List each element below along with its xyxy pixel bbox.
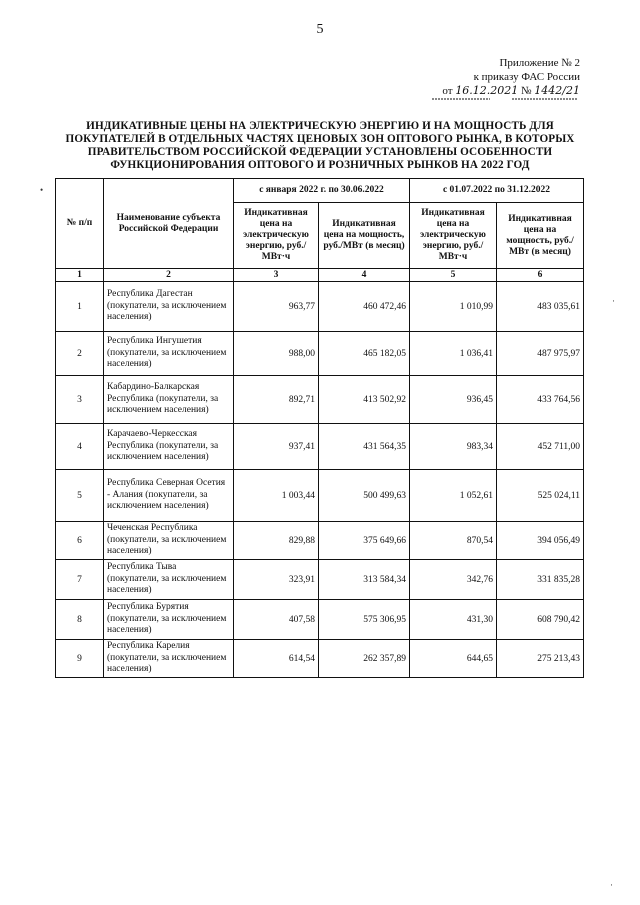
column-header-power-price-2: Индикативная цена на мощность, руб./МВт (в месяц) — [497, 203, 584, 269]
price-table — [55, 178, 584, 678]
power-price-h2: 394 056,49 — [497, 522, 584, 560]
period-header-first-half: с января 2022 г. по 30.06.2022 — [234, 179, 410, 203]
energy-price-h2: 870,54 — [410, 522, 497, 560]
row-index: 4 — [56, 424, 104, 470]
energy-price-h1: 829,88 — [234, 522, 319, 560]
energy-price-h1: 963,77 — [234, 282, 319, 332]
number-sign: № — [521, 85, 532, 97]
energy-price-h2: 1 052,61 — [410, 470, 497, 522]
region-name: Республика Бурятия (покупатели, за исключением населения) — [104, 600, 234, 640]
energy-price-h2: 644,65 — [410, 640, 497, 678]
column-header-energy-price-1: Индикативная цена на электрическую энергию, руб./МВт·ч — [234, 203, 319, 269]
row-index: 3 — [56, 376, 104, 424]
energy-price-h1: 937,41 — [234, 424, 319, 470]
region-name: Чеченская Республика (покупатели, за исключением населения) — [104, 522, 234, 560]
power-price-h2: 608 790,42 — [497, 600, 584, 640]
row-index: 5 — [56, 470, 104, 522]
scan-dot: · — [612, 296, 615, 306]
region-name: Республика Дагестан (покупатели, за исключением населения) — [104, 282, 234, 332]
row-index: 9 — [56, 640, 104, 678]
power-price-h1: 313 584,34 — [319, 560, 410, 600]
energy-price-h1: 614,54 — [234, 640, 319, 678]
column-header-index: № п/п — [56, 179, 104, 269]
power-price-h1: 413 502,92 — [319, 376, 410, 424]
power-price-h2: 525 024,11 — [497, 470, 584, 522]
column-number-row — [56, 269, 584, 282]
column-header-power-price-1: Индикативная цена на мощность, руб./МВт (в месяц) — [319, 203, 410, 269]
energy-price-h2: 431,30 — [410, 600, 497, 640]
table-row — [56, 522, 584, 560]
column-header-energy-price-2: Индикативная цена на электрическую энергию, руб./МВт·ч — [410, 203, 497, 269]
power-price-h1: 460 472,46 — [319, 282, 410, 332]
table-row — [56, 600, 584, 640]
energy-price-h1: 988,00 — [234, 332, 319, 376]
column-header-region: Наименование субъекта Российской Федерации — [104, 179, 234, 269]
energy-price-h2: 936,45 — [410, 376, 497, 424]
region-name: Кабардино-Балкарская Республика (покупатели, за исключением населения) — [104, 376, 234, 424]
table-row — [56, 282, 584, 332]
signed-date: 16.12.2021 — [455, 84, 519, 97]
table-row — [56, 470, 584, 522]
scan-dot: · — [610, 880, 613, 890]
table-row — [56, 640, 584, 678]
energy-price-h1: 407,58 — [234, 600, 319, 640]
power-price-h2: 275 213,43 — [497, 640, 584, 678]
page-number: 5 — [316, 22, 324, 37]
table-row — [56, 424, 584, 470]
power-price-h1: 575 306,95 — [319, 600, 410, 640]
column-number: 6 — [497, 269, 584, 282]
region-name: Республика Ингушетия (покупатели, за исключением населения) — [104, 332, 234, 376]
power-price-h2: 487 975,97 — [497, 332, 584, 376]
table-row — [56, 376, 584, 424]
energy-price-h2: 342,76 — [410, 560, 497, 600]
scan-dot: • — [40, 185, 44, 195]
region-name: Республика Тыва (покупатели, за исключением населения) — [104, 560, 234, 600]
row-index: 6 — [56, 522, 104, 560]
energy-price-h2: 1 010,99 — [410, 282, 497, 332]
period-header-second-half: с 01.07.2022 по 31.12.2022 — [410, 179, 584, 203]
power-price-h2: 452 711,00 — [497, 424, 584, 470]
power-price-h1: 262 357,89 — [319, 640, 410, 678]
region-name: Карачаево-Черкесская Республика (покупатели, за исключением населения) — [104, 424, 234, 470]
document-title: ИНДИКАТИВНЫЕ ЦЕНЫ НА ЭЛЕКТРИЧЕСКУЮ ЭНЕРГИЮ И НА МОЩНОСТЬ ДЛЯ ПОКУПАТЕЛЕЙ В ОТДЕЛЬНЫХ ЧАСТЯХ ЦЕНОВЫХ ЗОН ОПТОВОГО РЫНКА, В КОТОРЫХ ПРАВИТЕЛЬСТВОМ РОССИЙСКОЙ ФЕДЕРАЦИИ УСТАНОВЛЕНЫ ОСОБЕННОСТИ ФУНКЦИОНИРОВАНИЯ ОПТОВОГО И РОЗНИЧНЫХ РЫНКОВ НА 2022 ГОД — [65, 120, 575, 171]
power-price-h1: 500 499,63 — [319, 470, 410, 522]
energy-price-h2: 983,34 — [410, 424, 497, 470]
power-price-h1: 431 564,35 — [319, 424, 410, 470]
energy-price-h1: 1 003,44 — [234, 470, 319, 522]
row-index: 8 — [56, 600, 104, 640]
power-price-h2: 331 835,28 — [497, 560, 584, 600]
column-number: 4 — [319, 269, 410, 282]
region-name: Республика Карелия (покупатели, за исключением населения) — [104, 640, 234, 678]
table-row — [56, 560, 584, 600]
order-reference: к приказу ФАС России — [473, 71, 580, 83]
energy-price-h1: 323,91 — [234, 560, 319, 600]
from-label: от — [442, 85, 453, 97]
power-price-h2: 483 035,61 — [497, 282, 584, 332]
table-row — [56, 332, 584, 376]
column-number: 1 — [56, 269, 104, 282]
energy-price-h2: 1 036,41 — [410, 332, 497, 376]
order-number: 1442/21 — [534, 84, 580, 97]
column-number: 3 — [234, 269, 319, 282]
row-index: 7 — [56, 560, 104, 600]
row-index: 2 — [56, 332, 104, 376]
power-price-h2: 433 764,56 — [497, 376, 584, 424]
appendix-line: Приложение № 2 — [499, 57, 580, 69]
power-price-h1: 465 182,05 — [319, 332, 410, 376]
region-name: Республика Северная Осетия - Алания (покупатели, за исключением населения) — [104, 470, 234, 522]
energy-price-h1: 892,71 — [234, 376, 319, 424]
column-number: 5 — [410, 269, 497, 282]
row-index: 1 — [56, 282, 104, 332]
appendix-header — [442, 56, 580, 98]
power-price-h1: 375 649,66 — [319, 522, 410, 560]
handwritten-underline — [430, 96, 580, 102]
column-number: 2 — [104, 269, 234, 282]
